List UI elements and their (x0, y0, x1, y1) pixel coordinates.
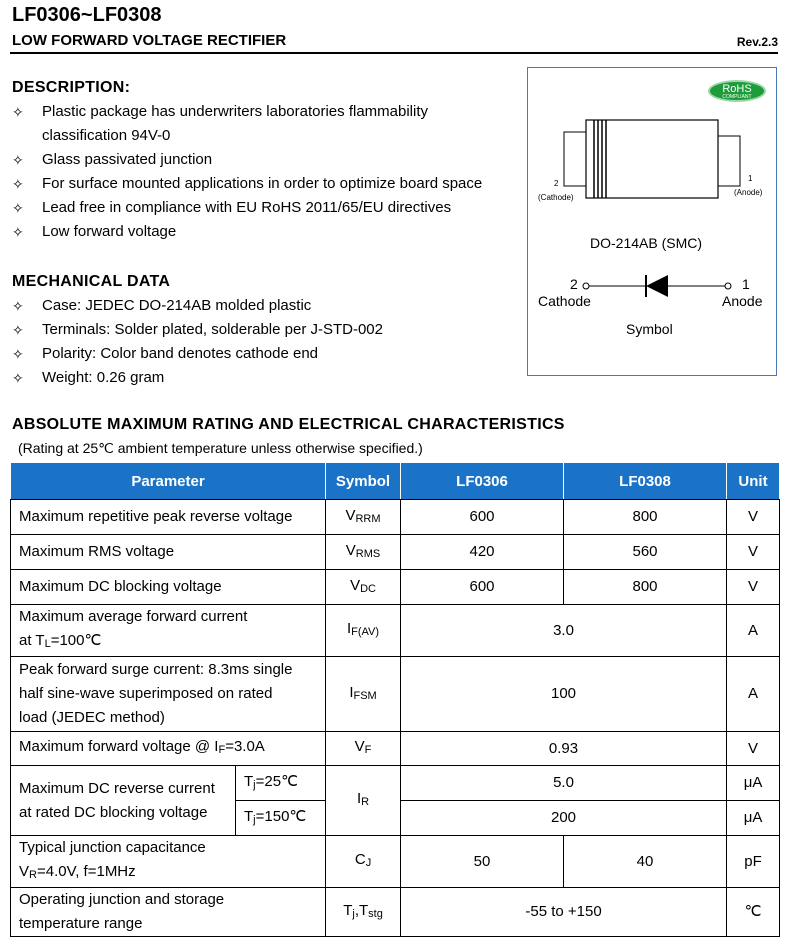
symbol-pin1: 1 (742, 276, 750, 292)
table-row (11, 605, 780, 657)
list-item-continuation: classification 94V-0 (42, 127, 171, 144)
list-item: ✧ Case: JEDEC DO-214AB molded plastic (10, 294, 520, 318)
package-outline-drawing (528, 68, 778, 228)
unit-cell: V (727, 570, 780, 605)
list-item: ✧ Polarity: Color band denotes cathode end (10, 342, 520, 366)
value-cell: 3.0 (401, 605, 727, 657)
param-cell: Maximum forward voltage @ IF=3.0A (11, 732, 326, 766)
header-symbol: Symbol (326, 463, 401, 500)
bullet-icon: ✧ (12, 322, 24, 338)
symbol-cell: IFSM (326, 657, 401, 732)
doc-subtitle: LOW FORWARD VOLTAGE RECTIFIER (12, 32, 287, 49)
value-cell: 560 (564, 535, 727, 570)
unit-cell: pF (727, 836, 780, 888)
list-item: ✧ Terminals: Solder plated, solderable per J-STD-002 (10, 318, 520, 342)
description-list (10, 100, 520, 244)
unit-cell: A (727, 605, 780, 657)
bullet-icon: ✧ (12, 346, 24, 362)
symbol-anode-label: Anode (722, 293, 763, 309)
value-cell: 5.0 (401, 766, 727, 801)
symbol-cell: VRRM (326, 500, 401, 535)
value-cell: 420 (401, 535, 564, 570)
list-item: ✧ Weight: 0.26 gram (10, 366, 520, 390)
bullet-icon: ✧ (12, 370, 24, 386)
value-cell: 40 (564, 836, 727, 888)
revision-label: Rev.2.3 (736, 35, 778, 49)
ratings-heading: ABSOLUTE MAXIMUM RATING AND ELECTRICAL CHARACTERISTICS (12, 416, 565, 433)
header-parameter: Parameter (11, 463, 326, 500)
pin1-number: 1 (748, 174, 753, 183)
table-row (11, 657, 780, 732)
pin1-label: (Anode) (734, 188, 763, 197)
unit-cell: V (727, 732, 780, 766)
value-cell: 200 (401, 801, 727, 836)
mechanical-list (10, 294, 520, 390)
unit-cell: μA (727, 801, 780, 836)
package-name: DO-214AB (SMC) (590, 235, 703, 251)
value-cell: 100 (401, 657, 727, 732)
table-row (11, 888, 780, 937)
bullet-icon: ✧ (12, 176, 24, 192)
value-cell: 50 (401, 836, 564, 888)
symbol-cell: VRMS (326, 535, 401, 570)
symbol-cell: IR (326, 766, 401, 836)
param-cell: Peak forward surge current: 8.3ms single half sine-wave superimposed on rated load (JEDEC method) (11, 657, 326, 732)
list-item: ✧ For surface mounted applications in order to optimize board space (10, 172, 520, 196)
header-rule (10, 52, 778, 54)
symbol-cathode-label: Cathode (538, 293, 591, 309)
param-cell: Typical junction capacitance VR=4.0V, f=1MHz (11, 836, 326, 888)
ratings-note: (Rating at 25℃ ambient temperature unless otherwise specified.) (18, 440, 423, 456)
list-item: ✧ Plastic package has underwriters laboratories flammability (10, 100, 520, 124)
param-cell: Maximum RMS voltage (11, 535, 326, 570)
bullet-icon: ✧ (12, 152, 24, 168)
header-lf0308: LF0308 (564, 463, 727, 500)
value-cell: -55 to +150 (401, 888, 727, 937)
param-cell: Maximum average forward current at TL=100℃ (11, 605, 326, 657)
symbol-cell: Tj,Tstg (326, 888, 401, 937)
list-item: ✧ Glass passivated junction (10, 148, 520, 172)
table-row (11, 535, 780, 570)
bullet-icon: ✧ (12, 298, 24, 314)
symbol-cell: VDC (326, 570, 401, 605)
unit-cell: V (727, 535, 780, 570)
symbol-pin2: 2 (570, 276, 578, 292)
table-row (11, 570, 780, 605)
pin2-number: 2 (554, 179, 559, 188)
condition-cell: Tj=25℃ (236, 766, 326, 801)
pin2-label: (Cathode) (538, 193, 574, 202)
condition-cell: Tj=150℃ (236, 801, 326, 836)
value-cell: 800 (564, 500, 727, 535)
unit-cell: μA (727, 766, 780, 801)
package-figure (527, 67, 777, 376)
param-cell: Maximum DC reverse current at rated DC blocking voltage (11, 766, 236, 836)
table-row (11, 500, 780, 535)
doc-title: LF0306~LF0308 (12, 4, 162, 26)
header-unit: Unit (727, 463, 780, 500)
bullet-icon: ✧ (12, 200, 24, 216)
symbol-cell: CJ (326, 836, 401, 888)
mechanical-heading: MECHANICAL DATA (12, 273, 171, 290)
unit-cell: V (727, 500, 780, 535)
value-cell: 600 (401, 570, 564, 605)
rohs-badge: RoHS COMPLIANT (708, 80, 766, 102)
param-cell: Maximum repetitive peak reverse voltage (11, 500, 326, 535)
unit-cell: A (727, 657, 780, 732)
description-heading: DESCRIPTION: (12, 79, 131, 96)
value-cell: 0.93 (401, 732, 727, 766)
value-cell: 800 (564, 570, 727, 605)
list-item: ✧ Low forward voltage (10, 220, 520, 244)
list-item: ✧ Lead free in compliance with EU RoHS 2011/65/EU directives (10, 196, 520, 220)
param-cell: Maximum DC blocking voltage (11, 570, 326, 605)
symbol-caption: Symbol (626, 321, 673, 337)
value-cell: 600 (401, 500, 564, 535)
bullet-icon: ✧ (12, 224, 24, 240)
symbol-cell: IF(AV) (326, 605, 401, 657)
param-cell: Operating junction and storage temperature range (11, 888, 326, 937)
ratings-table (10, 462, 780, 937)
header-lf0306: LF0306 (401, 463, 564, 500)
table-row (11, 732, 780, 766)
bullet-icon: ✧ (12, 104, 24, 120)
table-header-row (11, 463, 780, 500)
table-row (11, 766, 780, 801)
table-row (11, 836, 780, 888)
unit-cell: ℃ (727, 888, 780, 937)
symbol-cell: VF (326, 732, 401, 766)
